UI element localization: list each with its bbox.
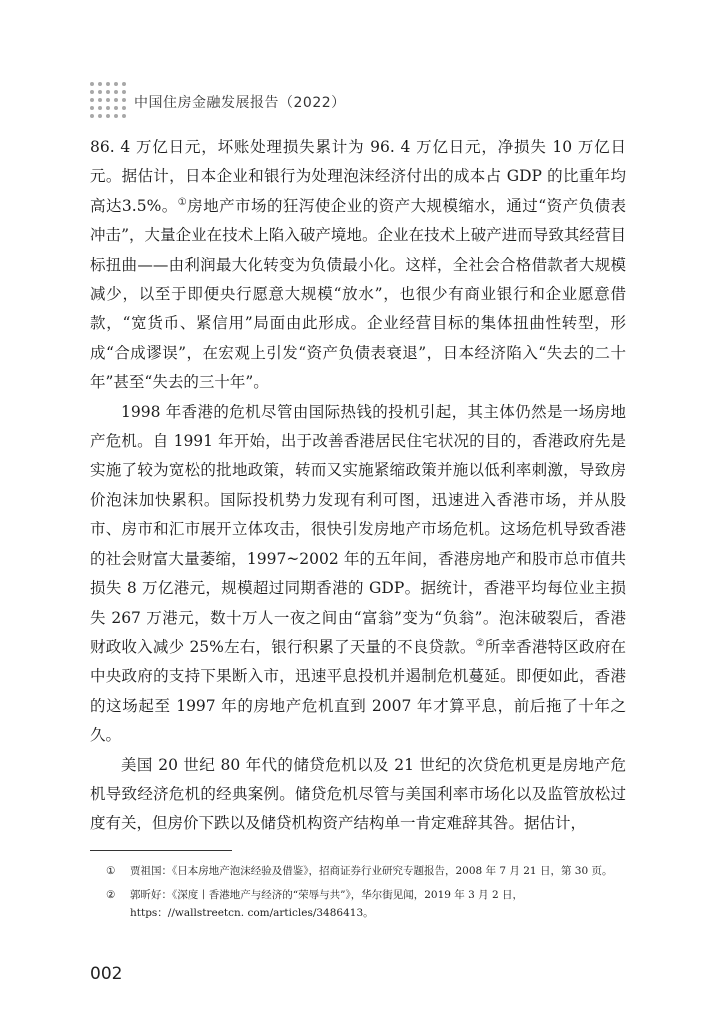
footnote-text: 郭昕好：《深度丨香港地产与经济的“荣辱与共”》，华尔街见闻，2019 年 3 月 2 日，https：//wallstreetcn. com/articles/3486413。: [130, 889, 524, 919]
footnote-mark: ②: [106, 889, 116, 901]
footnote-mark: ①: [106, 865, 116, 877]
paragraph-1-text-a: 86. 4 万亿日元，坏账处理损失累计为 96. 4 万亿日元，净损失 10 万亿日元。据估计，日本企业和银行为处理泡沫经济付出的成本占 GDP 的比重年均高达3.5%。: [90, 138, 626, 215]
page-number: 002: [90, 964, 123, 984]
header-dot-grid-icon: [90, 82, 124, 116]
footnote-divider: [90, 850, 232, 851]
paragraph-2: [90, 398, 626, 751]
footnote-text: 贾祖国：《日本房地产泡沫经验及借鉴》，招商证券行业研究专题报告，2008 年 7 月 21 日，第 30 页。: [130, 865, 613, 877]
footnotes: [90, 862, 626, 928]
paragraph-2-text-a: 1998 年香港的危机尽管由国际热钱的投机引起，其主体仍然是一场房地产危机。自 1991 年开始，出于改善香港居民住宅状况的目的，香港政府先是实施了较为宽松的批地政策，转而又实施紧缩政策并施以低利率刺激，导致房价泡沫加快累积。国际投机势力发现有利可图，迅速进入香港市场，并从股市、房市和汇市展开立体攻击，很快引发房地产市场危机。这场危机导致香港的社会财富大量萎缩，1997~2002 年的五年间，香港房地产和股市总市值共损失 8 万亿港元，规模超过同期香港的 GDP。据统计，香港平均每位业主损失 267 万港元，数十万人一夜之间由“富翁”变为“负翁”。泡沫破裂后，香港财政收入减少 25%左右，银行积累了天量的不良贷款。: [90, 402, 626, 656]
paragraph-1-text-b: 房地产市场的狂泻使企业的资产大规模缩水，通过“资产负债表冲击”，大量企业在技术上陷入破产境地。企业在技术上破产进而导致其经营目标扭曲——由利润最大化转变为负债最小化。这样，全社会合格借款者大规模减少，以至于即便央行愿意大规模“放水”，也很少有商业银行和企业愿意借款，“宽货币、紧信用”局面由此形成。企业经营目标的集体扭曲性转型，形成“合成谬误”，在宏观上引发“资产负债表衰退”，日本经济陷入“失去的二十年”甚至“失去的三十年”。: [90, 196, 626, 392]
footnote-ref-1[interactable]: ①: [177, 196, 188, 208]
footnote-1: [90, 862, 626, 880]
running-title: 中国住房金融发展报告（2022）: [134, 95, 346, 111]
paragraph-2-text-b: 所幸香港特区政府在中央政府的支持下果断入市，迅速平息投机并遏制危机蔓延。即便如此，香港的这场起至 1997 年的房地产危机直到 2007 年才算平息，前后拖了十年之久。: [90, 637, 626, 745]
main-text: [90, 133, 626, 839]
footnote-ref-2[interactable]: ②: [475, 637, 485, 649]
paragraph-3: 美国 20 世纪 80 年代的储贷危机以及 21 世纪的次贷危机更是房地产危机导致经济危机的经典案例。储贷危机尽管与美国利率市场化以及监管放松过度有关，但房价下跌以及储贷机构资产结构单一肯定难辞其咎。据估计，: [90, 755, 626, 833]
paragraph-1: [90, 133, 626, 398]
footnote-2: [90, 886, 626, 922]
